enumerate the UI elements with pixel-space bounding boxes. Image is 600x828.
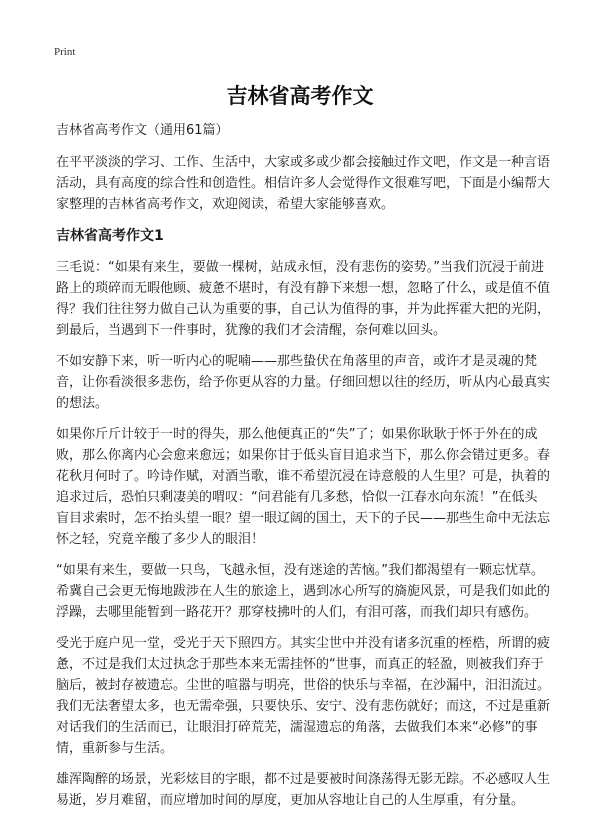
paragraph-1: 三毛说：“如果有来生，要做一棵树，站成永恒，没有悲伤的姿势。”当我们沉浸于前进路上的琐碎而无暇他顾、疲惫不堪时，有没有静下来想一想，忽略了什么，或是值不值得？我们往往努力做自己认为重要的事，自己认为值得的事，并为此挥霍大把的光阴，到最后，当遇到下一件事时，犹豫的我们才会清醒，奈何难以回头。 (56, 260, 551, 338)
article-body (56, 120, 550, 821)
paragraph-4: “如果有来生，要做一只鸟，飞越永恒，没有迷途的苦恼。”我们都渴望有一颗忘忧草。希冀自己会更无悔地跋涉在人生的旅途上，遇到冰心所写的旖旎风景，可是我们如此的浮躁，去哪里能暂到一路花开？那穿枝拂叶的人们，有泪可落，而我们却只有感伤。 (56, 563, 551, 620)
intro-paragraph: 在平平淡淡的学习、工作、生活中，大家或多或少都会接触过作文吧，作文是一种言语活动，具有高度的综合性和创造性。相信许多人会觉得作文很难写吧，下面是小编帮大家整理的吉林省高考作文，欢迎阅读，希望大家能够喜欢。 (56, 155, 551, 212)
paragraph-3: 如果你斤斤计较于一时的得失，那么他便真正的“失”了；如果你耿耿于怀于外在的成败，那么你离内心会愈来愈远；如果你甘于低头盲目追求当下，那么你会错过更多。春花秋月何时了。吟诗作赋，对酒当歌，谁不希望沉浸在诗意般的人生里？可是，执着的追求过后，恐怕只剩凄美的喟叹：“问君能有几多愁，恰似一江春水向东流！”在低头盲目求索时，怎不抬头望一眼？望一眼辽阔的国土，天下的子民——那些生命中无法忘怀之轻，究竟辛酸了多少人的眼泪！ (56, 427, 551, 547)
paragraph-6: 雄浑陶醉的场景，光彩炫目的字眼，都不过是要被时间涤荡得无影无踪。不必感叹人生易逝，岁月难留，而应增加时间的厚度，更加从容地让自己的人生厚重，有分量。 (56, 772, 551, 808)
print-link[interactable]: Print (54, 46, 76, 58)
paragraph-5: 受光于庭户见一堂，受光于天下照四方。其实尘世中并没有诸多沉重的桎梏，所谓的疲惫，不过是我们太过执念于那些本来无需挂怀的“世事，而真正的轻盈，则被我们弃于脑后，被封存被遗忘。尘世的喧嚣与明亮，世俗的快乐与幸福，在沙漏中，汨汨流过。我们无法奢望太多，也无需牵强，只要快乐、安宁、没有悲伤就好；而这，不过是重新对话我们的生活而已，让眼泪打碎荒芜，濡湿遗忘的角落，去做我们本来“必修”的事情，重新参与生活。 (56, 636, 551, 756)
paragraph-2: 不如安静下来，听一听内心的呢喃——那些蛰伏在角落里的声音，或许才是灵魂的梵音，让你看淡很多悲伤，给予你更从容的力量。仔细回想以往的经历，听从内心最真实的想法。 (56, 354, 551, 411)
page-title: 吉林省高考作文 (226, 84, 374, 108)
section-heading: 吉林省高考作文1 (56, 228, 164, 244)
article-subtitle: 吉林省高考作文（通用61篇） (56, 123, 229, 138)
